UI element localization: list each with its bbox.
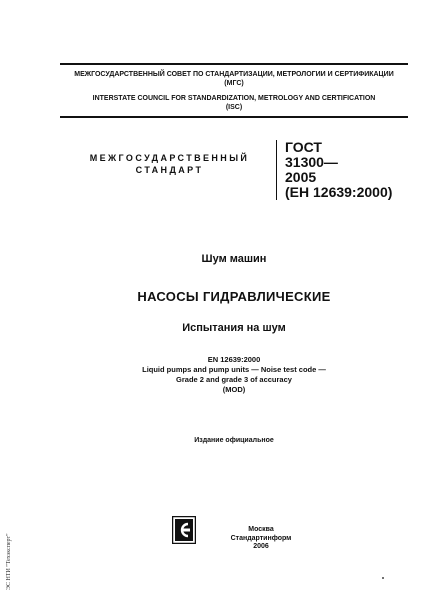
publisher-name: Стандартинформ bbox=[230, 534, 292, 542]
standard-type-line2: СТАНДАРТ bbox=[135, 165, 204, 175]
standard-header bbox=[60, 140, 408, 202]
standard-type bbox=[72, 152, 267, 176]
designation-ref: (ЕН 12639:2000) bbox=[285, 184, 393, 200]
designation-prefix: ГОСТ bbox=[285, 139, 322, 155]
standard-type-line1: МЕЖГОСУДАРСТВЕННЫЙ bbox=[89, 153, 250, 163]
publisher-block bbox=[160, 512, 310, 552]
en-reference bbox=[60, 355, 408, 395]
publisher-logo-icon bbox=[172, 516, 196, 544]
council-en-abbr: (ISC) bbox=[225, 104, 243, 111]
publisher-city: Москва bbox=[248, 526, 274, 533]
designation-number: 31300— bbox=[285, 154, 338, 170]
en-title-line3: (MOD) bbox=[222, 385, 246, 394]
council-header bbox=[60, 63, 408, 118]
council-en-name: INTERSTATE COUNCIL FOR STANDARDIZATION, METROLOGY AND CERTIFICATION bbox=[92, 95, 376, 102]
edition-label: Издание официальное bbox=[194, 437, 274, 444]
designation-year: 2005 bbox=[285, 169, 317, 185]
en-title-line2: Grade 2 and grade 3 of accuracy bbox=[176, 375, 292, 384]
page-speck bbox=[382, 577, 384, 579]
title-sub: Испытания на шум bbox=[182, 322, 286, 334]
publisher-year: 2006 bbox=[253, 543, 269, 550]
en-code: EN 12639:2000 bbox=[207, 355, 261, 364]
en-title-line1: Liquid pumps and pump units — Noise test code — bbox=[142, 365, 326, 374]
side-stamp bbox=[4, 510, 12, 590]
standard-designation bbox=[276, 140, 417, 200]
council-ru-name: МЕЖГОСУДАРСТВЕННЫЙ СОВЕТ ПО СТАНДАРТИЗАЦИИ, МЕТРОЛОГИИ И СЕРТИФИКАЦИИ bbox=[74, 71, 394, 78]
publisher-text bbox=[220, 526, 302, 552]
side-stamp-text: ЭС НТИ "Техэксперт" bbox=[6, 533, 12, 590]
council-ru-abbr: (МГС) bbox=[224, 80, 244, 87]
title-main: НАСОСЫ ГИДРАВЛИЧЕСКИЕ bbox=[137, 289, 331, 304]
title-group: Шум машин bbox=[201, 253, 267, 265]
